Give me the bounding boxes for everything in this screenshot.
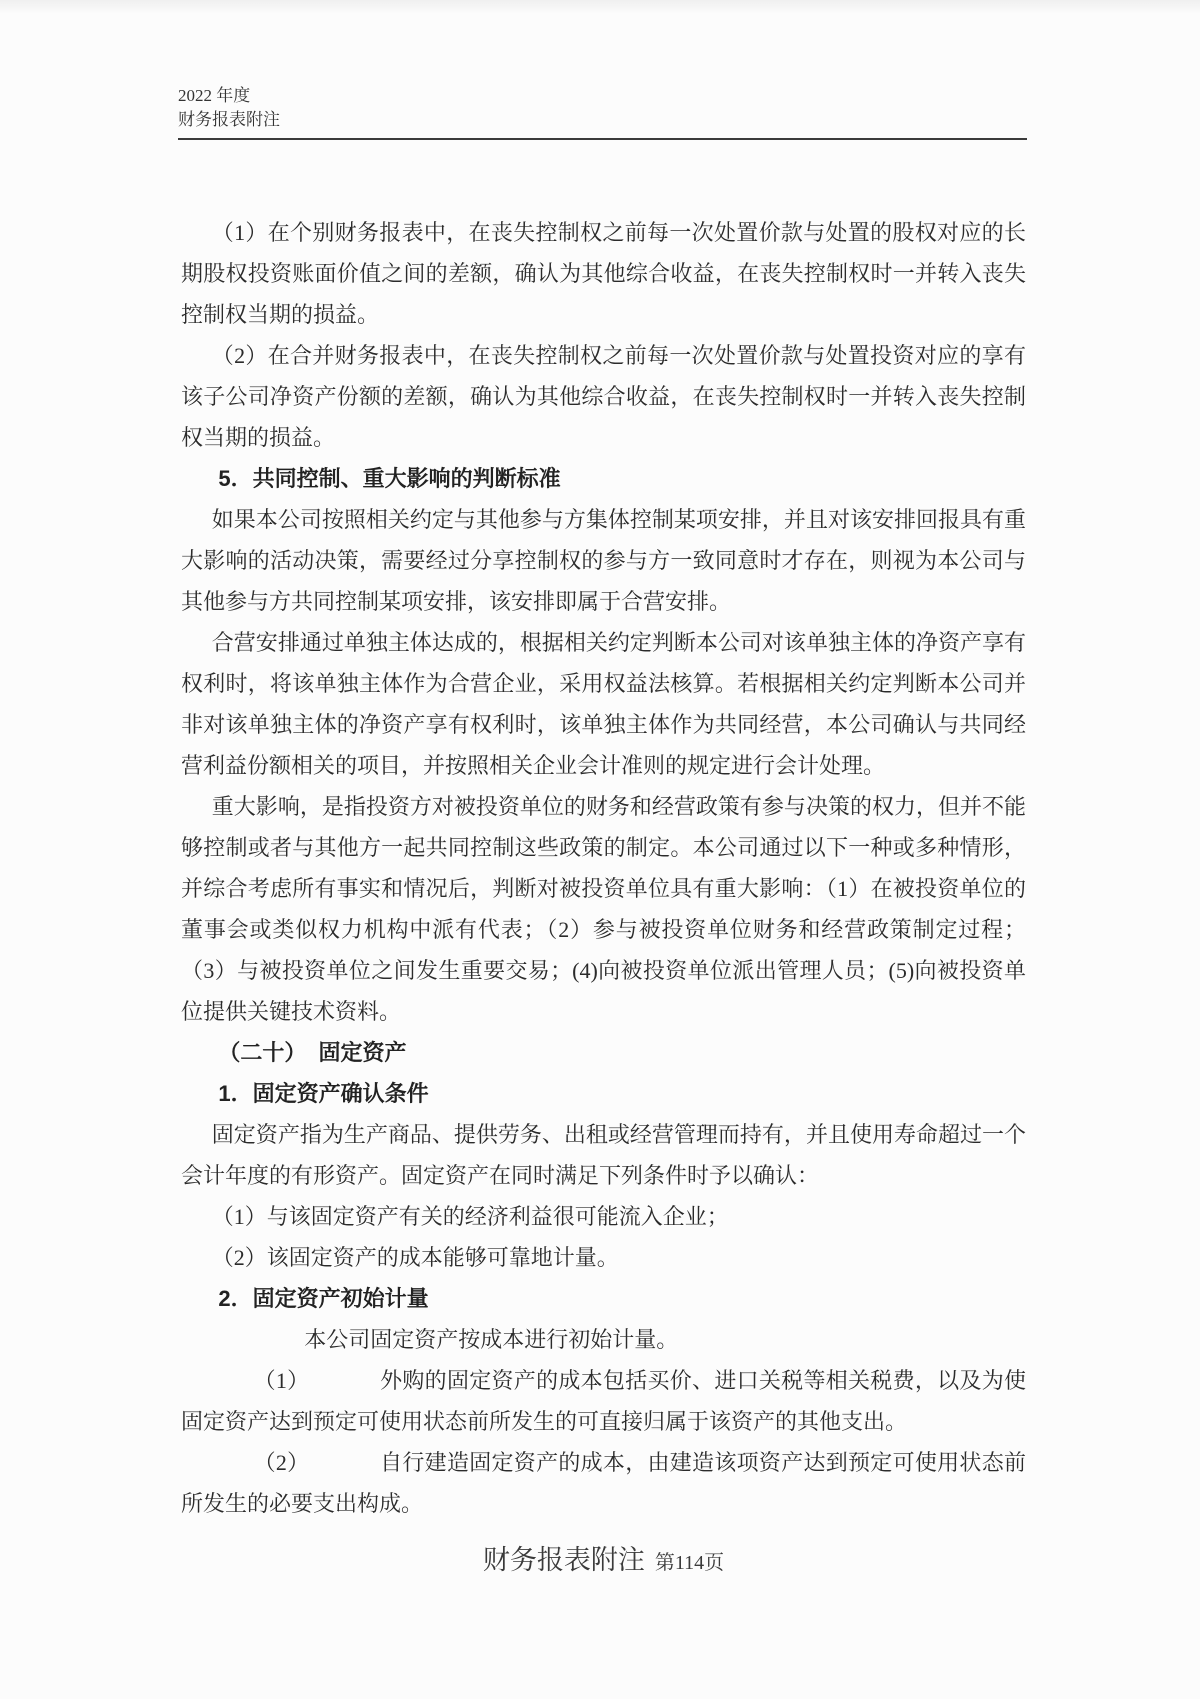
item-number-label: （1） (253, 1368, 310, 1393)
header-year-line: 2022 年度 (178, 86, 251, 105)
page-footer (181, 1542, 1026, 1581)
paragraph-joint-arrangement: 合营安排通过单独主体达成的，根据相关约定判断本公司对该单独主体的净资产享有权利时，将该单独主体作为合营企业，采用权益法核算。若根据相关约定判断本公司并非对该单独主体的净资产享有权利时，该单独主体作为共同经营，本公司确认与共同经营利益份额相关的项目，并按照相关企业会计准则的规定进行会计处理。 (181, 630, 1026, 778)
heading-fixed-asset-initial-measurement: 2．固定资产初始计量 (218, 1286, 429, 1311)
heading-section-fixed-assets (181, 1032, 1026, 1073)
section-number-label: （二十） (218, 1040, 307, 1065)
footer-doc-title: 财务报表附注 (482, 1545, 645, 1575)
item-text: 自行建造固定资产的成本，由建造该项资产达到预定可使用状态前所发生的必要支出构成。 (181, 1450, 1026, 1516)
footer-page-number: 第114页 (654, 1552, 725, 1574)
section-title: 固定资产 (318, 1040, 407, 1065)
paragraph-significant-influence: 重大影响，是指投资方对被投资单位的财务和经营政策有参与决策的权力，但并不能够控制或者与其他方一起共同控制这些政策的制定。本公司通过以下一种或多种情形，并综合考虑所有事实和情况后，判断对被投资单位具有重大影响：（1）在被投资单位的董事会或类似权力机构中派有代表；（2）参与被投资单位财务和经营政策制定过程；（3）与被投资单位之间发生重要交易；(4)向被投资单位派出管理人员；(5)向被投资单位提供关键技术资料。 (181, 794, 1026, 1024)
paragraph-disposal-consolidated: （2）在合并财务报表中，在丧失控制权之前每一次处置价款与处置投资对应的享有该子公司净资产份额的差额，确认为其他综合收益，在丧失控制权时一并转入丧失控制权当期的损益。 (181, 343, 1026, 450)
item-text: 外购的固定资产的成本包括买价、进口关税等相关税费，以及为使固定资产达到预定可使用状态前所发生的可直接归属于该资产的其他支出。 (181, 1368, 1026, 1434)
heading-joint-control-criteria: 5．共同控制、重大影响的判断标准 (218, 466, 561, 491)
item-number-label: （2） (253, 1450, 310, 1475)
header-doc-title: 财务报表附注 (178, 110, 280, 129)
paragraph-disposal-individual: （1）在个别财务报表中，在丧失控制权之前每一次处置价款与处置的股权对应的长期股权投资账面价值之间的差额，确认为其他综合收益，在丧失控制权时一并转入丧失控制权当期的损益。 (181, 220, 1026, 327)
paragraph-fixed-asset-definition: 固定资产指为生产商品、提供劳务、出租或经营管理而持有，并且使用寿命超过一个会计年度的有形资产。固定资产在同时满足下列条件时予以确认： (181, 1122, 1026, 1188)
measurement-item-2 (181, 1442, 1026, 1524)
heading-fixed-asset-recognition: 1．固定资产确认条件 (218, 1081, 429, 1106)
page-header (178, 84, 1027, 140)
measurement-item-1 (181, 1360, 1026, 1442)
condition-item-1: （1）与该固定资产有关的经济利益很可能流入企业； (211, 1204, 729, 1229)
condition-item-2: （2）该固定资产的成本能够可靠地计量。 (211, 1245, 619, 1270)
document-body (181, 140, 1026, 1581)
paragraph-joint-control: 如果本公司按照相关约定与其他参与方集体控制某项安排，并且对该安排回报具有重大影响的活动决策，需要经过分享控制权的参与方一致同意时才存在，则视为本公司与其他参与方共同控制某项安排，该安排即属于合营安排。 (181, 507, 1026, 614)
paragraph-initial-measurement-intro: 本公司固定资产按成本进行初始计量。 (304, 1327, 679, 1352)
